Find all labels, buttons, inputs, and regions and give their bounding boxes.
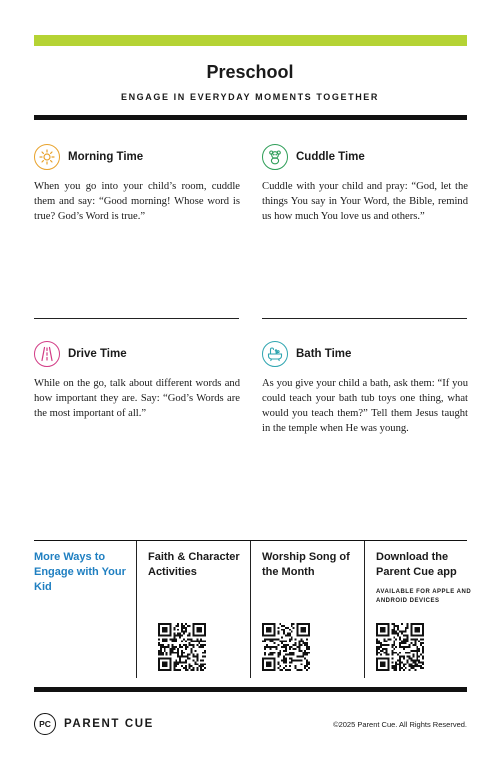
section-divider <box>34 318 239 319</box>
resource-heading: Faith & Character Activities <box>148 551 240 578</box>
section-divider <box>262 318 467 319</box>
availability-note: AVAILABLE FOR APPLE AND ANDROID DEVICES <box>376 589 472 604</box>
parent-cue-logo <box>34 713 154 735</box>
road-icon <box>34 341 60 367</box>
section-title: Cuddle Time <box>296 151 365 163</box>
section-bath-time <box>262 340 468 436</box>
bathtub-icon <box>262 341 288 367</box>
resource-parent-cue-app[interactable] <box>376 550 472 687</box>
section-cuddle-time <box>262 143 468 224</box>
column-divider <box>136 541 137 678</box>
sun-icon <box>34 144 60 170</box>
footer-divider <box>34 687 467 692</box>
section-body: Cuddle with your child and pray: “God, let the things You say in Your Word, the Bible, remind us how much You love us and others.” <box>262 181 468 222</box>
resources-row <box>34 541 472 678</box>
qr-code-icon[interactable] <box>158 623 206 671</box>
more-ways-column <box>34 550 130 687</box>
section-title: Bath Time <box>296 348 352 360</box>
section-body: While on the go, talk about different words and how important they are. Say: “God’s Words are the most important of all.” <box>34 378 240 419</box>
logo-text: PARENT CUE <box>64 718 154 730</box>
section-body: As you give your child a bath, ask them: “If you could teach your bath tub toys one thing, what would you teach them?” Tell them Jesus taught in the temple when He was young. <box>262 378 468 434</box>
logo-mark: PC <box>34 713 56 735</box>
qr-code-icon[interactable] <box>376 623 424 671</box>
page-title: Preschool <box>206 62 294 82</box>
page-subtitle: ENGAGE IN EVERYDAY MOMENTS TOGETHER <box>120 92 380 102</box>
column-divider <box>364 541 365 678</box>
qr-code-icon[interactable] <box>262 623 310 671</box>
column-divider <box>250 541 251 678</box>
resource-faith-character[interactable] <box>148 550 248 687</box>
section-title: Drive Time <box>68 348 127 360</box>
teddy-bear-icon <box>262 144 288 170</box>
resource-heading: Download the Parent Cue app <box>376 551 457 578</box>
copyright-text: ©2025 Parent Cue. All Rights Reserved. <box>333 720 467 729</box>
section-title: Morning Time <box>68 151 144 163</box>
more-ways-heading: More Ways to Engage with Your Kid <box>34 551 126 593</box>
section-body: When you go into your child’s room, cuddle them and say: “Good morning! Whose word is true? God’s Word is true.” <box>34 181 240 222</box>
accent-bar <box>34 35 467 46</box>
resource-heading: Worship Song of the Month <box>262 551 350 578</box>
section-drive-time <box>34 340 240 421</box>
header-divider <box>34 115 467 120</box>
resource-worship-song[interactable] <box>262 550 362 687</box>
section-morning-time <box>34 143 240 224</box>
